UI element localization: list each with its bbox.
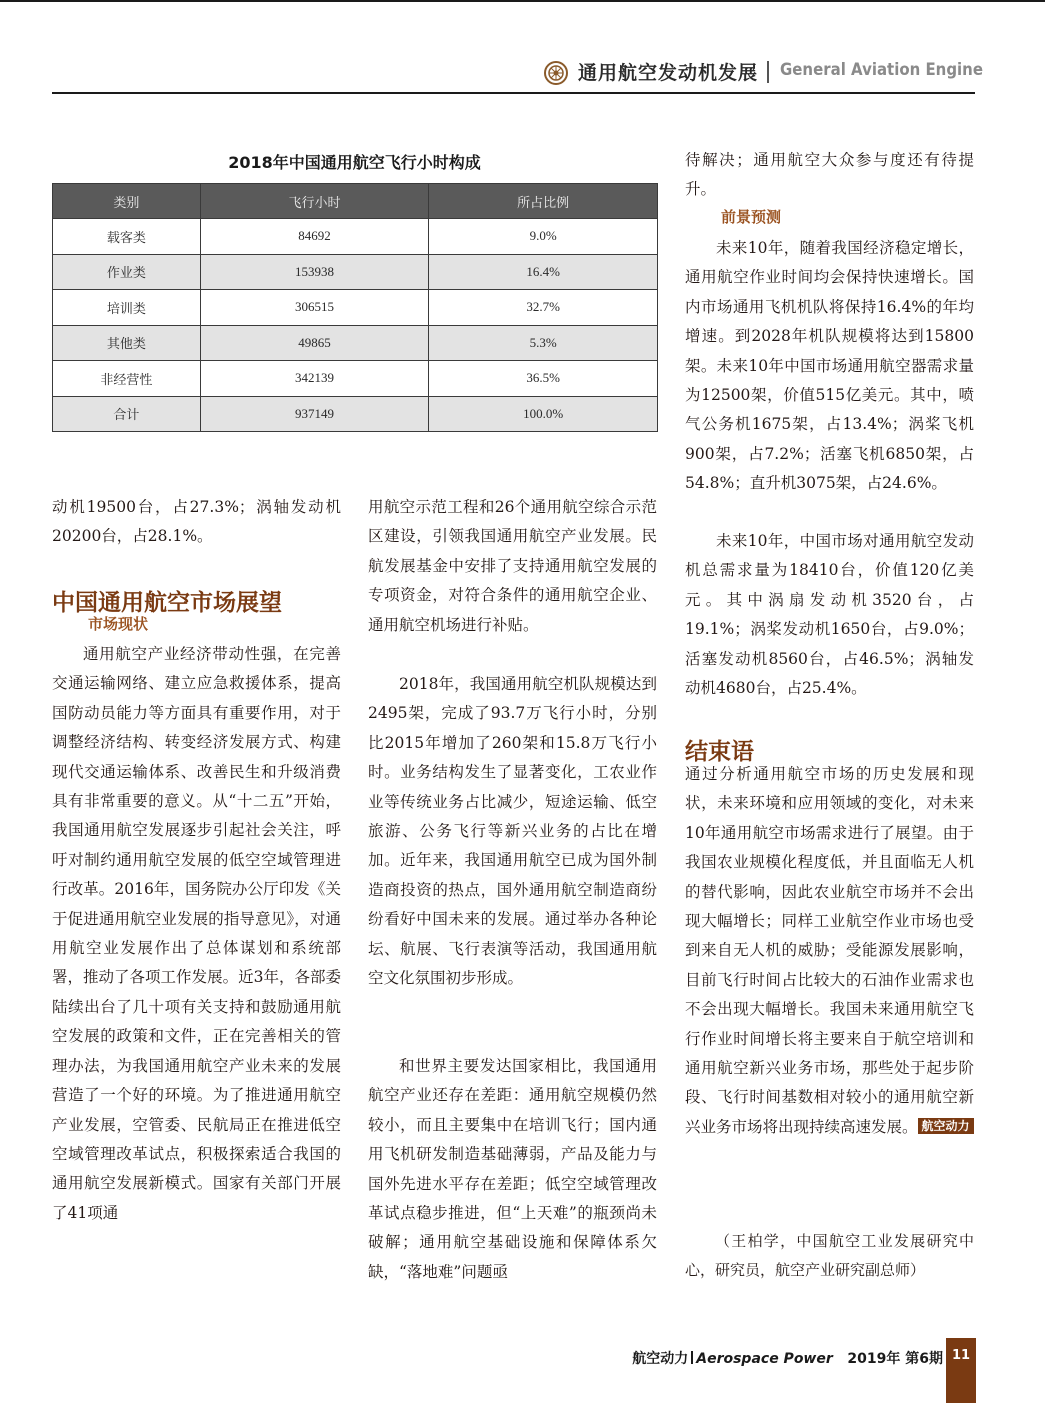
table-cell: 5.3%	[429, 325, 658, 361]
section-title-market-outlook: 中国通用航空市场展望	[52, 590, 282, 616]
col1-intro-paragraph: 动机19500台，占27.3%；涡轴发动机20200台，占28.1%。	[52, 498, 341, 546]
footer-journal-en: Aerospace Power	[696, 1351, 833, 1367]
table-cell: 合计	[53, 396, 201, 432]
subsection-title-market-status: 市场现状	[88, 615, 149, 633]
table-cell: 非经营性	[53, 361, 201, 397]
table-row	[53, 219, 658, 255]
table-row	[53, 361, 658, 397]
table-cell: 16.4%	[429, 254, 658, 290]
header-title-cn: 通用航空发动机发展	[578, 62, 759, 84]
column-header: 类别	[53, 184, 201, 219]
col3-paragraph-0: 待解决；通用航空大众参与度还有待提升。	[685, 151, 974, 199]
table-cell: 84692	[200, 219, 429, 255]
table-cell: 作业类	[53, 254, 201, 290]
end-badge: 航空动力	[918, 1118, 974, 1134]
table-row	[53, 325, 658, 361]
author-note: （王柏学，中国航空工业发展研究中心，研究员，航空产业研究副总师）	[685, 1232, 974, 1280]
table-cell: 937149	[200, 396, 429, 432]
table-cell: 342139	[200, 361, 429, 397]
header-title-en: General Aviation Engine	[780, 60, 983, 80]
col3-paragraph-1: 未来10年，随着我国经济稳定增长，通用航空作业时间均会保持快速增长。国内市场通用飞机机队将保持16.4%的年均增速。到2028年机队规模将达到15800架。未来10年中国市场通用航空器需求量为12500架，价值515亿美元。其中，喷气公务机1675架，占13.4%；涡桨飞机900架，占7.2%；活塞飞机6850架，占54.8%；直升机3075架，占24.6%。	[685, 239, 974, 493]
table-cell: 其他类	[53, 325, 201, 361]
table-row	[53, 254, 658, 290]
column-header: 所占比例	[429, 184, 658, 219]
page-number: 11	[951, 1348, 971, 1363]
table-cell: 49865	[200, 325, 429, 361]
col3-paragraph-2: 未来10年，中国市场对通用航空发动机总需求量为18410台，价值120亿美元。其中涡扇发动机3520台，占19.1%；涡桨发动机1650台，占9.0%；活塞发动机8560台，占46.5%；涡轴发动机4680台，占25.4%。	[685, 532, 974, 698]
footer-journal-cn: 航空动力	[632, 1351, 689, 1367]
section-title-conclusion: 结束语	[685, 739, 754, 765]
table-header-row	[53, 184, 658, 219]
flight-hours-table	[52, 183, 658, 432]
table-cell: 培训类	[53, 290, 201, 326]
footer-separator	[691, 1351, 693, 1364]
table-cell: 9.0%	[429, 219, 658, 255]
table-total-row	[53, 396, 658, 432]
header-separator	[767, 61, 769, 83]
subsection-title-prospect: 前景预测	[721, 208, 782, 226]
table-cell: 306515	[200, 290, 429, 326]
col2-paragraph-2: 2018年，我国通用航空机队规模达到2495架，完成了93.7万飞行小时，分别比2015年增加了260架和15.8万飞行小时。业务结构发生了显著变化，工农业作业等传统业务占比减少，短途运输、低空旅游、公务飞行等新兴业务的占比在增加。近年来，我国通用航空已成为国外制造商投资的热点，国外通用航空制造商纷纷看好中国未来的发展。通过举办各种论坛、航展、飞行表演等活动，我国通用航空文化氛围初步形成。	[368, 675, 657, 988]
table-cell: 100.0%	[429, 396, 658, 432]
footer	[632, 1348, 943, 1368]
header-rule	[52, 92, 975, 94]
table-cell: 32.7%	[429, 290, 658, 326]
top-border	[0, 0, 1045, 2]
footer-issue: 2019年 第6期	[847, 1351, 943, 1367]
table-title: 2018年中国通用航空飞行小时构成	[228, 153, 481, 172]
column-header: 飞行小时	[200, 184, 429, 219]
engine-logo-icon	[544, 61, 568, 85]
col2-paragraph-3: 和世界主要发达国家相比，我国通用航空产业还存在差距：通用航空规模仍然较小，而且主要集中在培训飞行；国内通用飞机研发制造基础薄弱，产品及能力与国外先进水平存在差距；低空空域管理改革试点稳步推进，但“上天难”的瓶颈尚未破解；通用航空基础设施和保障体系欠缺，“落地难”问题亟	[368, 1057, 657, 1281]
col2-paragraph-1: 用航空示范工程和26个通用航空综合示范区建设，引领我国通用航空产业发展。民航发展基金中安排了支持通用航空发展的专项资金，对符合条件的通用航空企业、通用航空机场进行补贴。	[368, 498, 657, 634]
table-row	[53, 290, 658, 326]
col1-paragraph: 通用航空产业经济带动性强，在完善交通运输网络、建立应急救援体系，提高国防动员能力等方面具有重要作用，对于调整经济结构、转变经济发展方式、构建现代交通运输体系、改善民生和升级消费具有非常重要的意义。从“十二五”开始，我国通用航空发展逐步引起社会关注，呼吁对制约通用航空发展的低空空域管理进行改革。2016年，国务院办公厅印发《关于促进通用航空业发展的指导意见》，对通用航空业发展作出了总体谋划和系统部署，推动了各项工作发展。近3年，各部委陆续出台了几十项有关支持和鼓励通用航空发展的政策和文件，正在完善相关的管理办法，为我国通用航空产业未来的发展营造了一个好的环境。为了推进通用航空产业发展，空管委、民航局正在推进低空空域管理改革试点，积极探索适合我国的通用航空发展新模式。国家有关部门开展了41项通	[52, 645, 341, 1222]
table-cell: 153938	[200, 254, 429, 290]
conclusion-text: 通过分析通用航空市场的历史发展和现状，未来环境和应用领域的变化，对未来10年通用航空市场需求进行了展望。由于我国农业规模化程度低，并且面临无人机的替代影响，因此农业航空市场并不会出现大幅增长；同样工业航空作业市场也受到来自无人机的威胁；受能源发展影响，目前飞行时间占比较大的石油作业需求也不会出现大幅增长。我国未来通用航空飞行作业时间增长将主要来自于航空培训和通用航空新兴业务市场，那些处于起步阶段、飞行时间基数相对较小的通用航空新兴业务市场将出现持续高速发展。	[685, 765, 974, 1136]
col3-conclusion-paragraph	[685, 760, 974, 1142]
table-cell: 36.5%	[429, 361, 658, 397]
table-cell: 载客类	[53, 219, 201, 255]
